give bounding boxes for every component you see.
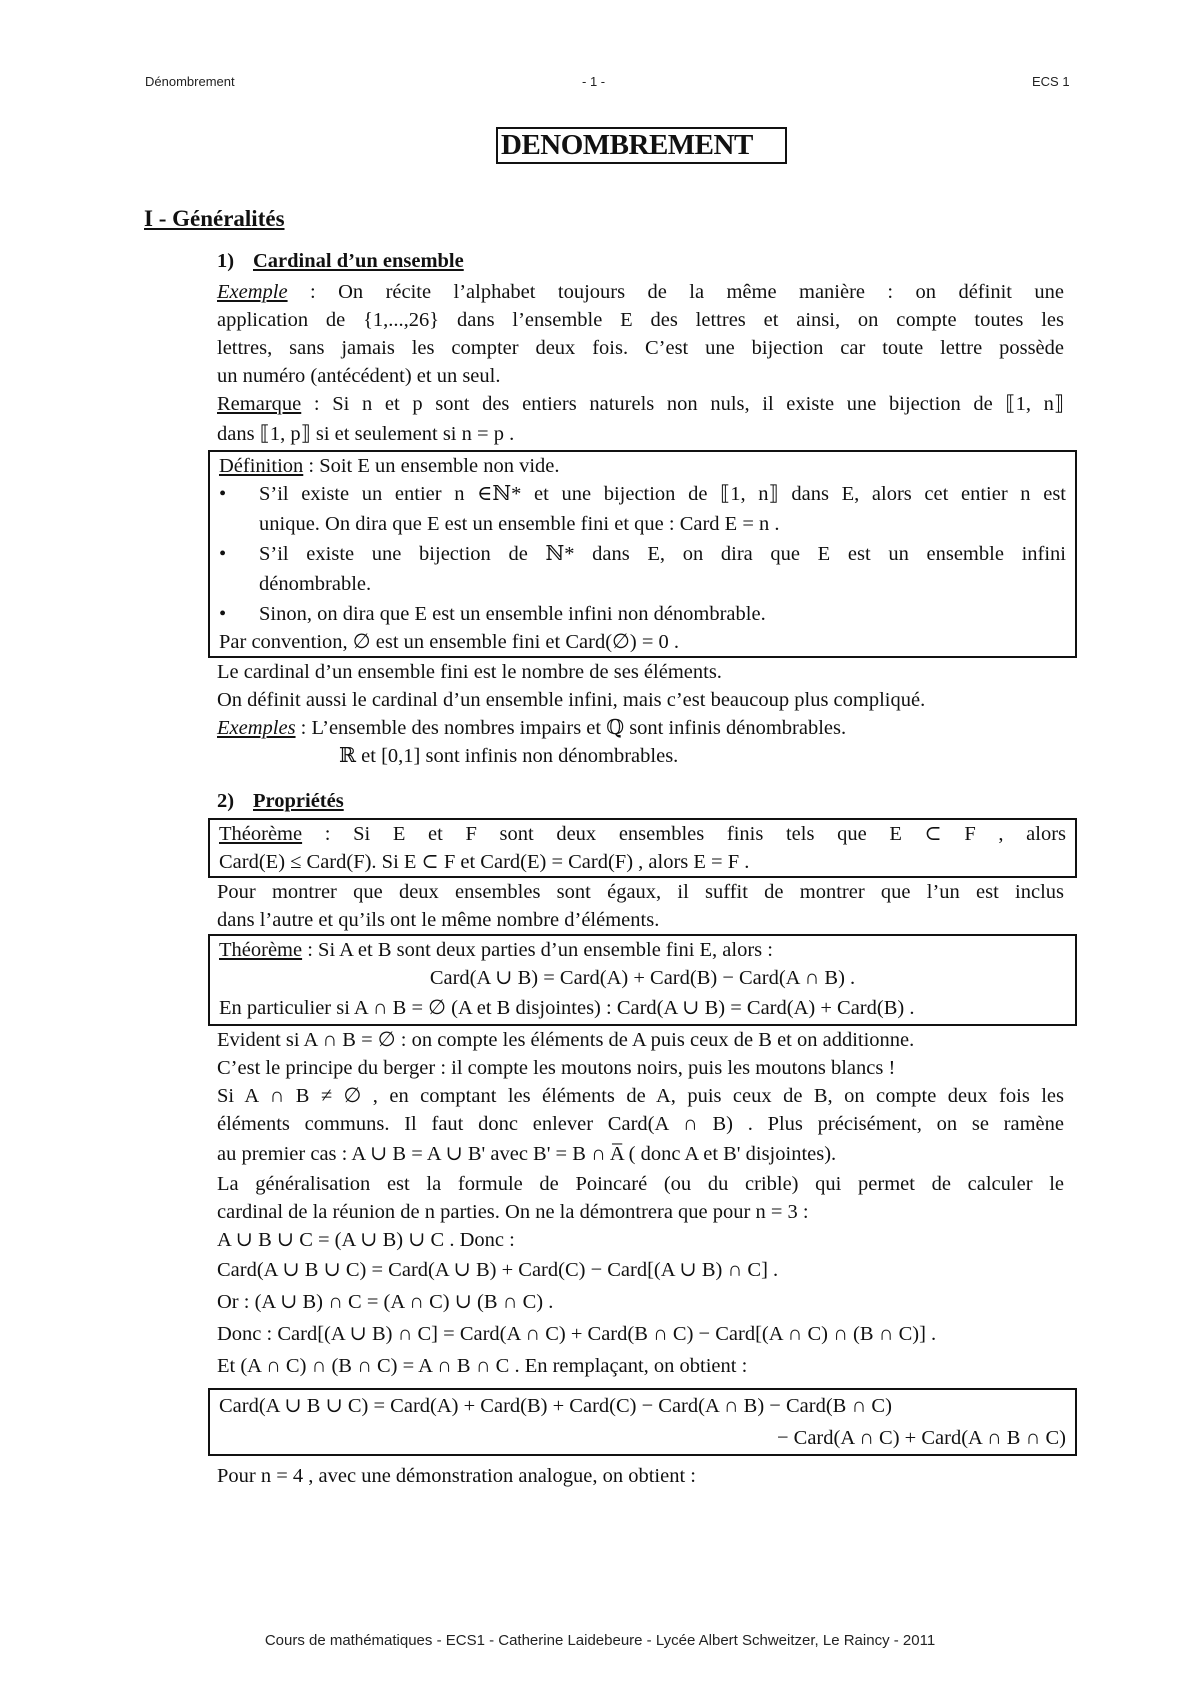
formula-line: Or : (A ∪ B) ∩ C = (A ∩ C) ∪ (B ∩ C) . — [217, 1291, 554, 1313]
formula-line: Et (A ∩ C) ∩ (B ∩ C) = A ∩ B ∩ C . En remplaçant, on obtient : — [217, 1355, 748, 1377]
formula-box — [208, 1388, 1077, 1456]
paragraph-line: Si A ∩ B ≠ ∅ , en comptant les éléments de A, puis ceux de B, on compte deux fois les — [217, 1085, 1064, 1107]
bullet-icon: • — [219, 603, 227, 625]
header-left: Dénombrement — [145, 74, 235, 89]
paragraph-line: C’est le principe du berger : il compte les moutons noirs, puis les moutons blancs ! — [217, 1057, 896, 1079]
exemples-line: ℝ et [0,1] sont infinis non dénombrables. — [339, 745, 679, 767]
exemple-label: Exemple — [217, 281, 288, 303]
paragraph-line: cardinal de la réunion de n parties. On ne la démontrera que pour n = 3 : — [217, 1201, 809, 1223]
header-right: ECS 1 — [1032, 74, 1070, 89]
page-title: DENOMBREMENT — [496, 127, 787, 164]
paragraph-line: Exemple : On récite l’alphabet toujours de la même manière : on définit une — [217, 281, 1064, 303]
paragraph-line: éléments communs. Il faut donc enlever Card(A ∩ B) . Plus précisément, on se ramène — [217, 1113, 1064, 1135]
theorem-box-1 — [208, 818, 1077, 878]
bullet-icon: • — [219, 483, 227, 505]
definition-bullet: • S’il existe une bijection de ℕ* dans E, on dira que E est un ensemble infini — [219, 540, 1066, 568]
footer: Cours de mathématiques - ECS1 - Catherine Laidebeure - Lycée Albert Schweitzer, Le Raincy - 2011 — [264, 1632, 936, 1649]
theorem-label: Théorème — [219, 939, 303, 961]
paragraph-line: au premier cas : A ∪ B = A ∪ B' avec B' = B ∩ A̅ ( donc A et B' disjointes). — [217, 1143, 837, 1165]
formula-line: Card(A ∪ B ∪ C) = Card(A ∪ B) + Card(C) − Card[(A ∪ B) ∩ C] . — [217, 1259, 779, 1281]
section-heading: I - Généralités — [144, 206, 285, 231]
paragraph-line: application de {1,...,26} dans l’ensemble E des lettres et ainsi, on compte toutes les — [217, 309, 1064, 331]
remarque-label: Remarque — [217, 393, 302, 415]
formula-line: Donc : Card[(A ∪ B) ∩ C] = Card(A ∩ C) + Card(B ∩ C) − Card[(A ∩ C) ∩ (B ∩ C)] . — [217, 1323, 937, 1345]
remarque-line: dans ⟦1, p⟧ si et seulement si n = p . — [217, 423, 515, 445]
theorem-line: Théorème : Si E et F sont deux ensembles finis tels que E ⊂ F , alors — [219, 823, 1066, 845]
paragraph-line: Le cardinal d’un ensemble fini est le nombre de ses éléments. — [217, 661, 722, 683]
exemples-label: Exemples — [217, 717, 296, 739]
document-body — [144, 200, 1066, 1490]
definition-bullet: • S’il existe un entier n ∈ℕ* et une bijection de ⟦1, n⟧ dans E, alors cet entier n est — [219, 480, 1066, 508]
theorem-particular: En particulier si A ∩ B = ∅ (A et B disjointes) : Card(A ∪ B) = Card(A) + Card(B) . — [219, 997, 915, 1019]
exemples-line: Exemples : L’ensemble des nombres impairs et ℚ sont infinis dénombrables. — [217, 717, 847, 739]
definition-label: Définition — [219, 455, 304, 477]
page-number: - 1 - — [582, 74, 606, 89]
paragraph-line: Pour n = 4 , avec une démonstration analogue, on obtient : — [217, 1465, 696, 1487]
paragraph-line: Pour montrer que deux ensembles sont égaux, il suffit de montrer que l’un est inclus — [217, 881, 1064, 903]
theorem-formula: Card(A ∪ B) = Card(A) + Card(B) − Card(A ∩ B) . — [429, 967, 856, 989]
definition-bullet-cont: unique. On dira que E est un ensemble fini et que : Card E = n . — [259, 513, 780, 535]
definition-intro: Définition : Soit E un ensemble non vide. — [219, 455, 560, 477]
subsection-heading-2: 2) Propriétés — [217, 790, 344, 812]
paragraph-line: un numéro (antécédent) et un seul. — [217, 365, 501, 387]
paragraph-line: dans l’autre et qu’ils ont le même nombre d’éléments. — [217, 909, 660, 931]
definition-convention: Par convention, ∅ est un ensemble fini et Card(∅) = 0 . — [219, 631, 680, 653]
theorem-label: Théorème — [219, 823, 303, 845]
theorem-box-2 — [208, 934, 1077, 1026]
definition-bullet-cont: dénombrable. — [259, 573, 372, 595]
paragraph-line: La généralisation est la formule de Poincaré (ou du crible) qui permet de calculer le — [217, 1173, 1064, 1195]
remarque-line: Remarque : Si n et p sont des entiers naturels non nuls, il existe une bijection de ⟦1, n⟧ — [217, 393, 1064, 415]
paragraph-line: lettres, sans jamais les compter deux fois. C’est une bijection car toute lettre possède — [217, 337, 1064, 359]
formula-box-line: − Card(A ∩ C) + Card(A ∩ B ∩ C) — [776, 1427, 1066, 1449]
definition-bullet: • Sinon, on dira que E est un ensemble infini non dénombrable. — [219, 600, 1066, 628]
bullet-icon: • — [219, 543, 227, 565]
paragraph-line: Evident si A ∩ B = ∅ : on compte les éléments de A puis ceux de B et on additionne. — [217, 1029, 915, 1051]
theorem-intro: Théorème : Si A et B sont deux parties d’un ensemble fini E, alors : — [219, 939, 773, 961]
formula-line: A ∪ B ∪ C = (A ∪ B) ∪ C . Donc : — [217, 1229, 515, 1251]
subsection-heading-1: 1) Cardinal d’un ensemble — [217, 250, 464, 272]
theorem-line: Card(E) ≤ Card(F). Si E ⊂ F et Card(E) = Card(F) , alors E = F . — [219, 851, 750, 873]
paragraph-line: On définit aussi le cardinal d’un ensemble infini, mais c’est beaucoup plus compliqué. — [217, 689, 926, 711]
formula-box-line: Card(A ∪ B ∪ C) = Card(A) + Card(B) + Card(C) − Card(A ∩ B) − Card(B ∩ C) — [219, 1395, 892, 1417]
definition-box — [208, 450, 1077, 658]
